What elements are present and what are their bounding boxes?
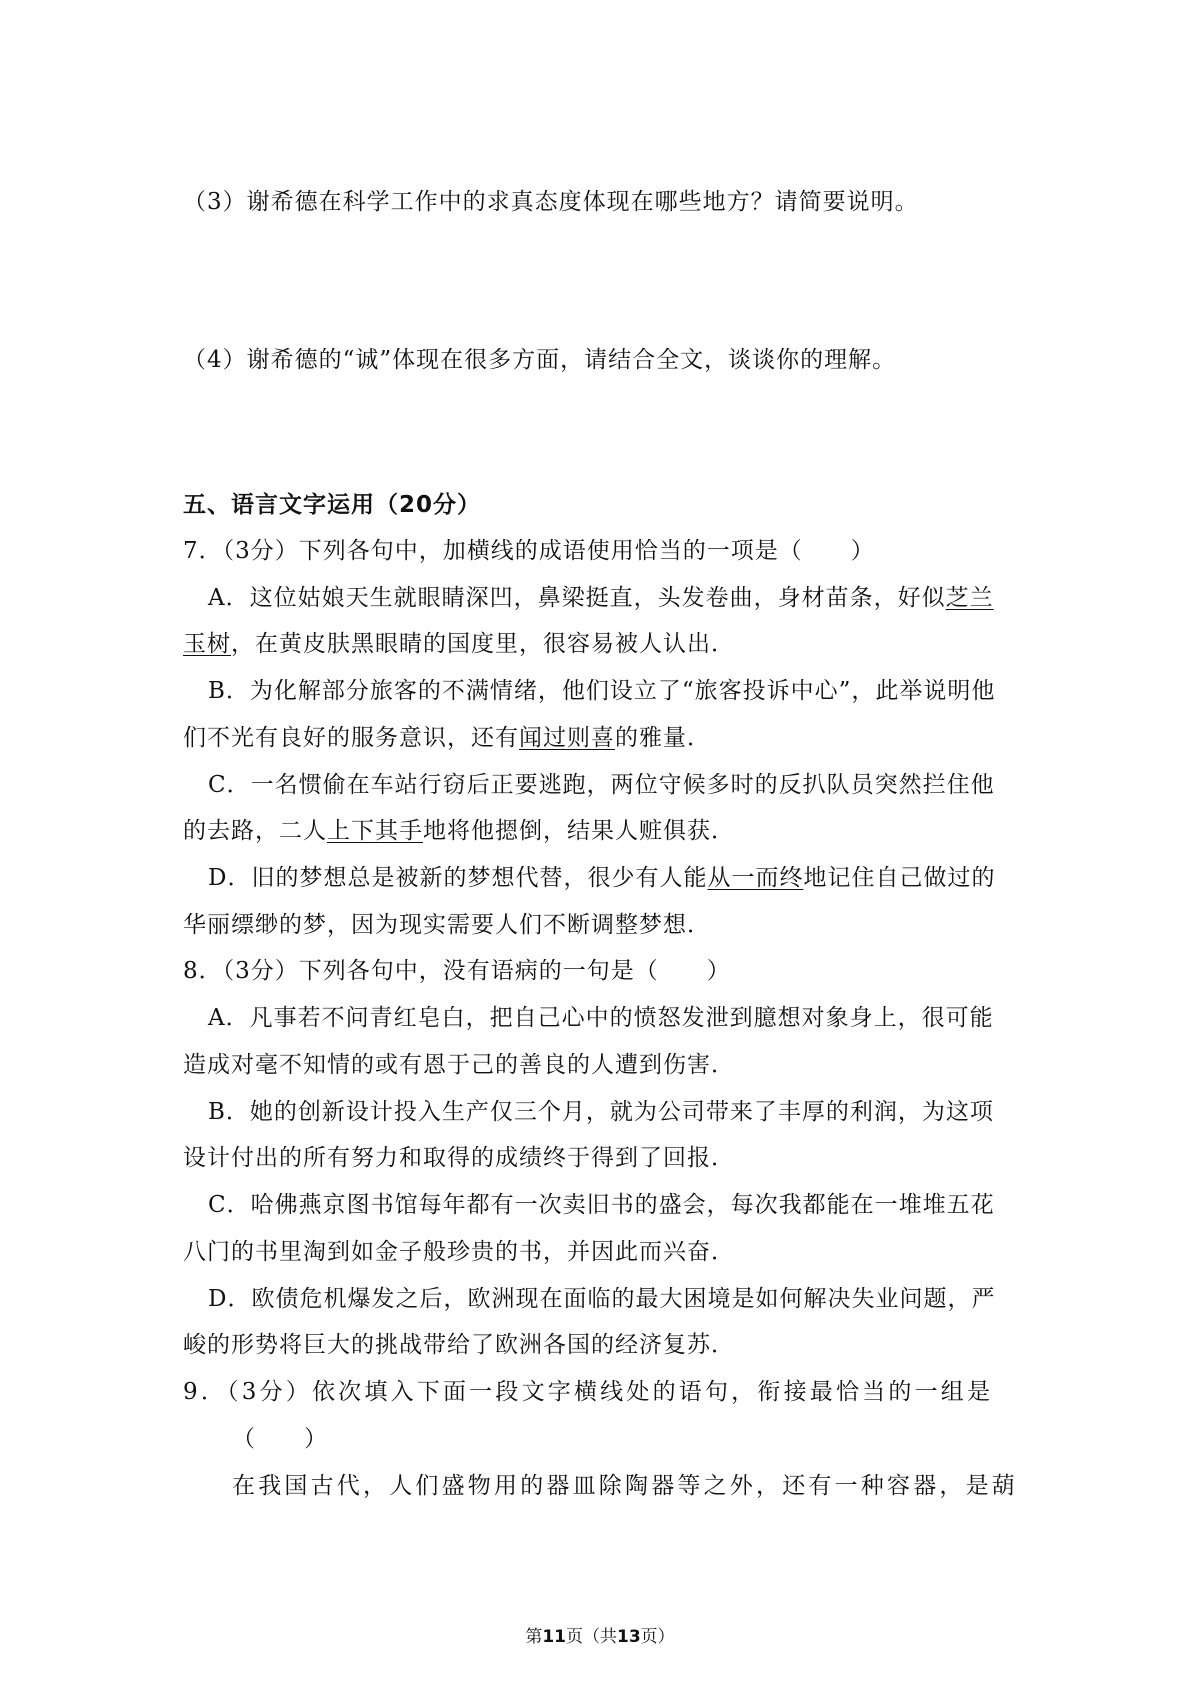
q7-option-d-line2: 华丽缥缈的梦，因为现实需要人们不断调整梦想．: [183, 912, 711, 938]
q7-option-c-line2: [183, 815, 735, 847]
footer-text-pre: 第: [525, 1627, 543, 1647]
q7-a-underlined-idiom-part1: 芝兰: [945, 585, 994, 611]
q9-passage-line1: 在我国古代，人们盛物用的器皿除陶器等之外，还有一种容器，是葫: [232, 1473, 1018, 1499]
q8-option-d-line1: D．欧债危机爆发之后，欧洲现在面临的最大困境是如何解决失业问题，严: [208, 1286, 996, 1312]
q7-d-text: D．旧的梦想总是被新的梦想代替，很少有人能: [208, 865, 708, 891]
q7-option-b-line1: B．为化解部分旅客的不满情绪，他们设立了“旅客投诉中心”，此举说明他: [208, 678, 996, 704]
footer-text-post: 页）: [640, 1627, 675, 1647]
q7-option-a-line1: [208, 582, 994, 614]
q8-stem: 8．（3分）下列各句中，没有语病的一句是（ ）: [183, 958, 731, 984]
section-title: 五、语言文字运用（20分）: [183, 492, 482, 518]
q7-stem: 7．（3分）下列各句中，加横线的成语使用恰当的一项是（ ）: [183, 538, 875, 564]
q7-a-underlined-idiom-part2: 玉树: [183, 631, 231, 657]
q7-b-text-cont: 的雅量．: [615, 725, 711, 751]
question-3-text: （3）谢希德在科学工作中的求真态度体现在哪些地方？请简要说明。: [183, 189, 919, 215]
q7-option-d-line1: [208, 862, 995, 894]
q7-c-text: 的去路，二人: [183, 818, 327, 844]
footer-total-pages: 13: [617, 1627, 641, 1647]
q7-a-text: A．这位姑娘天生就眼睛深凹，鼻梁挺直，头发卷曲，身材苗条，好似: [208, 585, 946, 611]
q8-option-a-line2: 造成对毫不知情的或有恩于己的善良的人遭到伤害．: [183, 1052, 735, 1078]
q7-option-a-line2: [183, 628, 735, 660]
q7-option-c-line1: C．一名惯偷在车站行窃后正要逃跑，两位守候多时的反扒队员突然拦住他: [208, 772, 995, 798]
q8-option-c-line2: 八门的书里淘到如金子般珍贵的书，并因此而兴奋．: [183, 1239, 735, 1265]
q9-stem: 9．（3分）依次填入下面一段文字横线处的语句，衔接最恰当的一组是: [183, 1379, 994, 1405]
q7-option-b-line2: [183, 722, 711, 754]
q7-b-text: 们不光有良好的服务意识，还有: [183, 725, 519, 751]
footer-page-number: 11: [542, 1627, 566, 1647]
page-footer: [0, 1625, 1200, 1649]
q7-d-text-cont: 地记住自己做过的: [803, 865, 996, 891]
q7-c-underlined-idiom: 上下其手: [327, 818, 423, 844]
q7-b-underlined-idiom: 闻过则喜: [519, 725, 615, 751]
q8-option-c-line1: C．哈佛燕京图书馆每年都有一次卖旧书的盛会，每次我都能在一堆堆五花: [208, 1192, 995, 1218]
footer-text-mid: 页（共: [566, 1627, 617, 1647]
q8-option-b-line2: 设计付出的所有努力和取得的成绩终于得到了回报．: [183, 1145, 735, 1171]
question-4-text: （4）谢希德的“诚”体现在很多方面，请结合全文，谈谈你的理解。: [183, 347, 897, 373]
q9-answer-paren: （ ）: [232, 1426, 328, 1452]
q8-option-d-line2: 峻的形势将巨大的挑战带给了欧洲各国的经济复苏．: [183, 1332, 735, 1358]
q7-d-underlined-idiom: 从一而终: [707, 865, 804, 891]
q7-a-text-cont: ，在黄皮肤黑眼睛的国度里，很容易被人认出．: [231, 631, 735, 657]
q8-option-a-line1: A．凡事若不问青红皂白，把自己心中的愤怒发泄到臆想对象身上，很可能: [208, 1005, 994, 1031]
q7-c-text-cont: 地将他摁倒，结果人赃俱获．: [423, 818, 735, 844]
q8-option-b-line1: B．她的创新设计投入生产仅三个月，就为公司带来了丰厚的利润，为这项: [208, 1099, 994, 1125]
